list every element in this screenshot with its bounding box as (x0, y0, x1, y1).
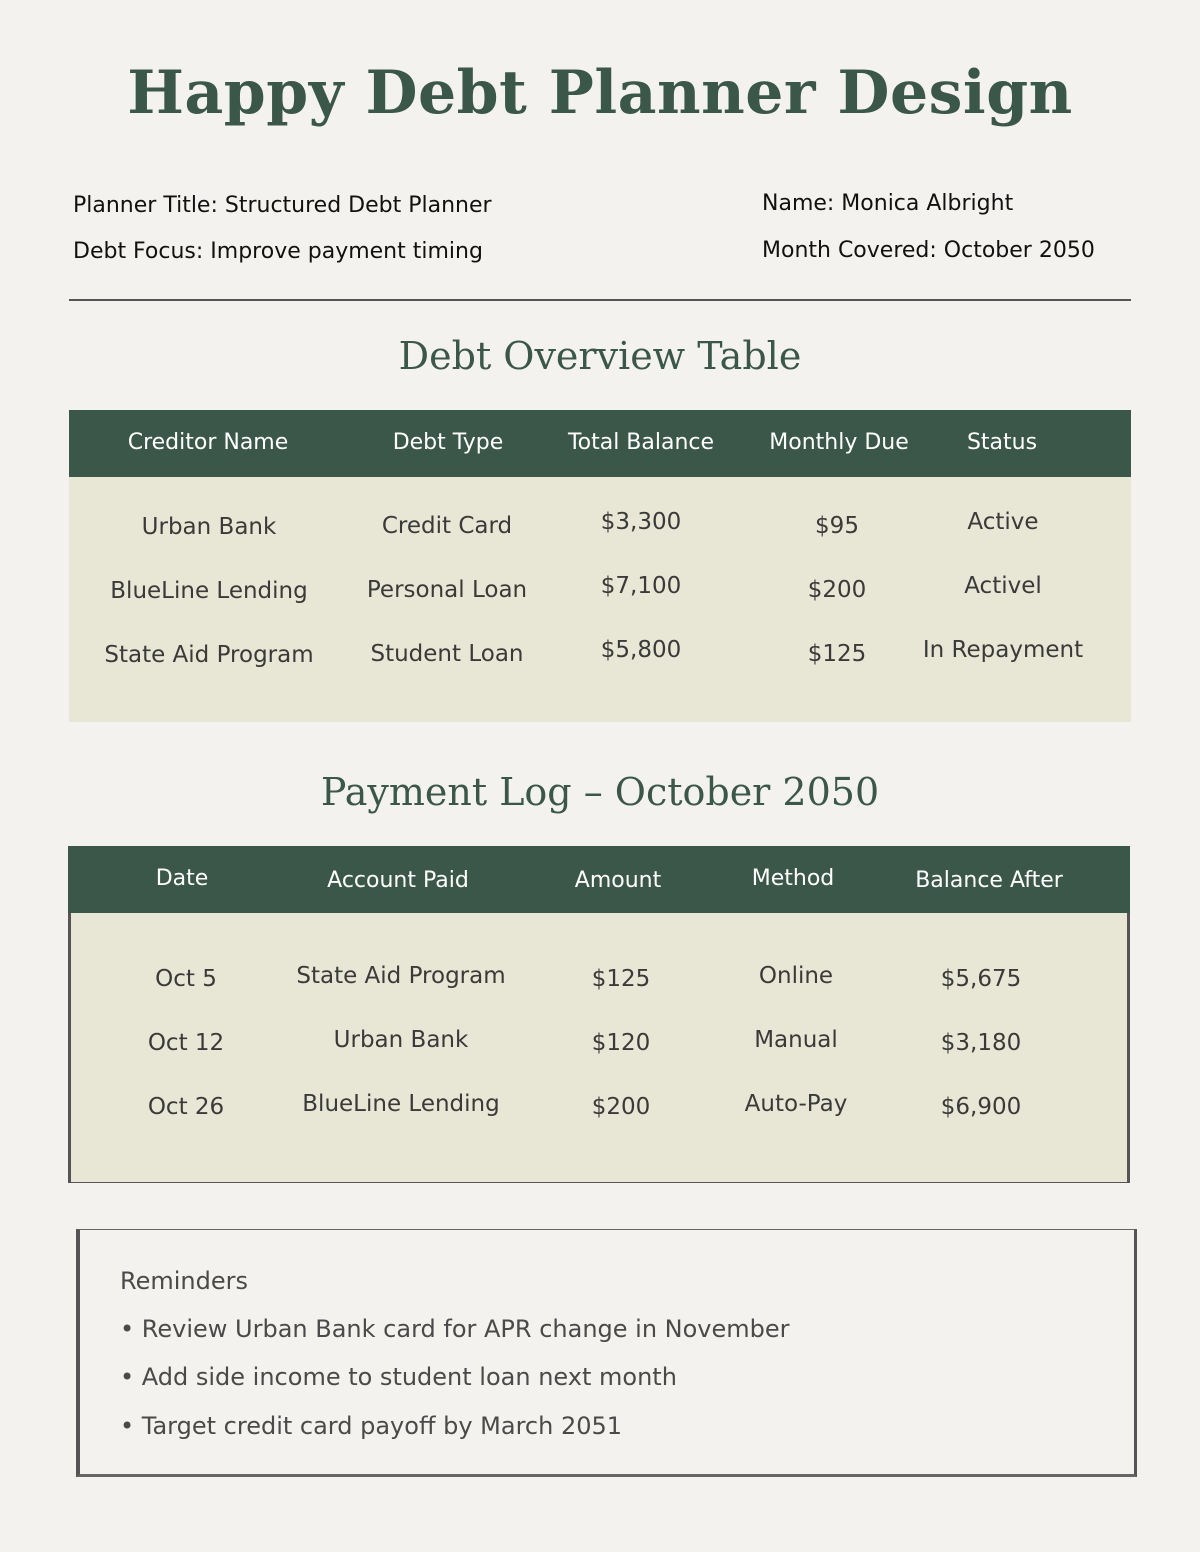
overview-cell: $3,300 (600, 509, 682, 535)
log-cell: $200 (591, 1094, 651, 1120)
reminder-item: • Add side income to student loan next month (120, 1363, 677, 1391)
overview-cell: $7,100 (600, 573, 682, 599)
log-header-date: Date (155, 866, 209, 891)
overview-cell: Urban Bank (141, 514, 277, 540)
log-cell: Auto-Pay (744, 1091, 848, 1117)
log-cell: $120 (591, 1030, 651, 1056)
planner-title-field: Planner Title: Structured Debt Planner (73, 193, 492, 218)
reminder-item: • Review Urban Bank card for APR change in November (120, 1315, 790, 1343)
overview-cell: $95 (815, 513, 859, 539)
name-field: Name: Monica Albright (762, 191, 1014, 216)
log-cell: Manual (754, 1027, 838, 1053)
overview-header-debt-type: Debt Type (392, 430, 504, 455)
overview-cell: In Repayment (922, 637, 1084, 663)
log-cell: State Aid Program (296, 963, 506, 989)
month-covered-field: Month Covered: October 2050 (762, 238, 1095, 263)
log-cell: Urban Bank (333, 1027, 469, 1053)
overview-cell: BlueLine Lending (110, 578, 308, 604)
log-cell: $3,180 (940, 1030, 1022, 1056)
overview-table-header (69, 410, 1131, 477)
overview-cell: Student Loan (370, 641, 524, 667)
log-header-account-paid: Account Paid (327, 868, 469, 893)
overview-cell: $200 (807, 577, 867, 603)
log-cell: Oct 5 (155, 966, 217, 992)
overview-cell: $125 (807, 641, 867, 667)
overview-header-status: Status (966, 430, 1038, 455)
payment-log-table-body (68, 913, 1130, 1183)
page-title: Happy Debt Planner Design (127, 58, 1073, 128)
log-header-balance-after: Balance After (915, 868, 1063, 893)
log-cell: $6,900 (940, 1094, 1022, 1120)
overview-cell: Credit Card (381, 513, 513, 539)
overview-cell: Personal Loan (366, 577, 528, 603)
overview-header-monthly-due: Monthly Due (769, 430, 909, 455)
overview-cell: $5,800 (600, 637, 682, 663)
log-cell: $125 (591, 966, 651, 992)
overview-header-total-balance: Total Balance (567, 430, 715, 455)
overview-cell: Activel (964, 573, 1042, 599)
overview-cell: State Aid Program (104, 642, 314, 668)
header-divider (69, 299, 1131, 301)
overview-table-body (69, 477, 1131, 722)
payment-log-section-title: Payment Log – October 2050 (320, 770, 880, 814)
overview-cell: Active (967, 509, 1039, 535)
reminders-heading: Reminders (120, 1267, 248, 1295)
reminders-box (76, 1229, 1137, 1477)
log-cell: Online (758, 963, 834, 989)
log-cell: BlueLine Lending (302, 1091, 500, 1117)
log-header-amount: Amount (574, 868, 662, 893)
log-header-method: Method (751, 866, 835, 891)
log-cell: $5,675 (940, 966, 1022, 992)
log-cell: Oct 12 (147, 1030, 225, 1056)
payment-log-table-header (68, 846, 1130, 913)
overview-section-title: Debt Overview Table (398, 334, 802, 378)
reminder-item: • Target credit card payoff by March 2051 (120, 1412, 623, 1440)
log-cell: Oct 26 (147, 1094, 225, 1120)
overview-header-creditor: Creditor Name (127, 430, 289, 455)
debt-focus-field: Debt Focus: Improve payment timing (73, 239, 483, 264)
